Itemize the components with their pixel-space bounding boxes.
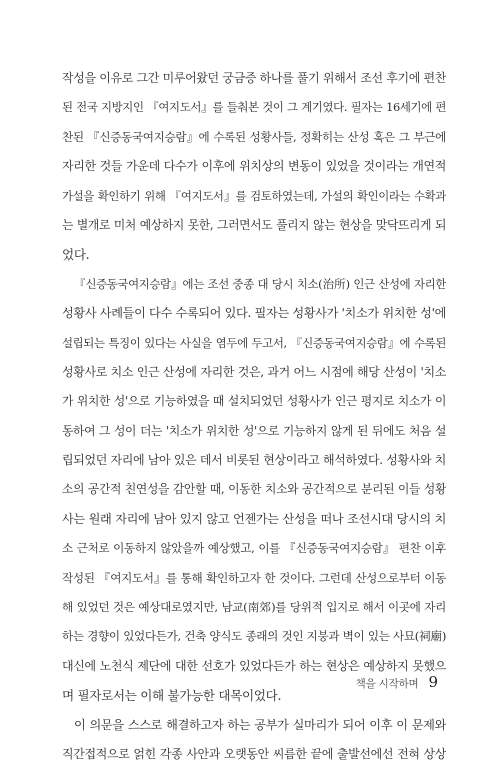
text-line: 설립되는 특징이 있다는 사실을 염두에 두고서, 『신증동국여지승람』에 수록된 — [62, 335, 446, 350]
text-line: 가 위치한 성'으로 기능하였을 때 설치되었던 성황사가 인근 평지로 치소가 이 — [62, 394, 446, 409]
text-line: 는 별개로 미처 예상하지 못한, 그러면서도 풀리지 않는 현상을 맞닥뜨리게 되 — [62, 217, 446, 232]
text-line: 소의 공간적 친연성을 감안할 때, 이동한 치소와 공간적으로 분리된 이들 성황 — [62, 482, 446, 497]
text-line: 된 전국 지방지인 『여지도서』를 들춰본 것이 그 계기였다. 필자는 16세기에 편 — [62, 100, 446, 115]
text-line: 가설을 확인하기 위해 『여지도서』를 검토하였는데, 가설의 확인이라는 수확과 — [62, 188, 446, 203]
text-line: 소 근처로 이동하지 않았을까 예상했고, 이를 『신증동국여지승람』 편찬 이후 — [62, 541, 446, 556]
paragraph — [62, 270, 446, 711]
text-line: 이 의문을 스스로 해결하고자 하는 공부가 실마리가 되어 이후 이 문제와 — [74, 717, 446, 732]
paragraph — [62, 711, 446, 769]
text-line: 성황사로 치소 인근 산성에 자리한 것은, 과거 어느 시점에 해당 산성이 '치소 — [62, 364, 446, 379]
text-line: 『신증동국여지승람』에는 조선 중종 대 당시 치소(治所) 인근 산성에 자리한 — [74, 276, 446, 291]
text-line: 직간접적으로 얽힌 각종 사안과 오랫동안 씨름한 끝에 출발선에선 전혀 상상 — [62, 746, 446, 761]
page-footer — [356, 673, 438, 691]
text-line: 자리한 것들 가운데 다수가 이후에 위치상의 변동이 있었을 것이라는 개연적 — [62, 159, 446, 174]
body-text — [62, 64, 446, 769]
text-line: 해 있었던 것은 예상대로였지만, 남교(南郊)를 당위적 입지로 해서 이곳에 자리 — [62, 600, 446, 615]
page-number: 9 — [428, 673, 438, 691]
text-line: 찬된 『신증동국여지승람』에 수록된 성황사들, 정확히는 산성 혹은 그 부근에 — [62, 129, 446, 144]
paragraph — [62, 64, 446, 270]
running-head: 책을 시작하며 — [355, 678, 419, 690]
text-line: 립되었던 자리에 남아 있은 데서 비롯된 현상이라고 해석하였다. 성황사와 치 — [62, 453, 446, 468]
text-line: 동하여 그 성이 더는 '치소가 위치한 성'으로 기능하지 않게 된 뒤에도 처음 설 — [62, 423, 446, 438]
text-line: 성황사 사례들이 다수 수록되어 있다. 필자는 성황사가 '치소가 위치한 성'에 — [62, 306, 446, 321]
text-line: 대신에 노천식 제단에 대한 선호가 있었다든가 하는 현상은 예상하지 못했으 — [62, 658, 446, 673]
text-line: 었다. — [62, 247, 90, 263]
text-line: 며 필자로서는 이해 불가능한 대목이었다. — [62, 688, 282, 704]
text-line: 사는 원래 자리에 남아 있지 않고 언젠가는 산성을 떠나 조선시대 당시의 치 — [62, 511, 446, 526]
text-line: 하는 경향이 있었다든가, 건축 양식도 종래의 것인 지붕과 벽이 있는 사묘(祠廟) — [62, 629, 446, 644]
text-line: 작성을 이유로 그간 미루어왔던 궁금증 하나를 풀기 위해서 조선 후기에 편찬 — [62, 71, 446, 85]
text-line: 작성된 『여지도서』를 통해 확인하고자 한 것이다. 그런데 산성으로부터 이동 — [62, 570, 446, 585]
